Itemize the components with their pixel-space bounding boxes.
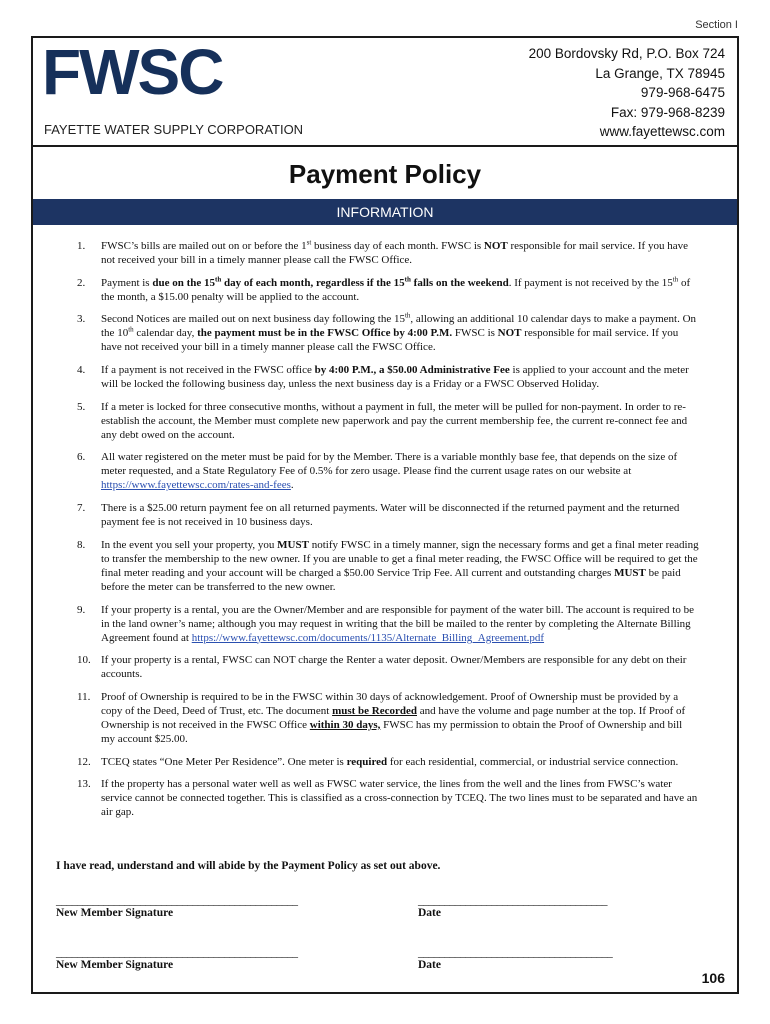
phone: 979-968-6475: [640, 85, 725, 100]
date-block: [418, 947, 612, 971]
section-banner: INFORMATION: [33, 199, 737, 225]
item-text: th: [404, 311, 411, 320]
policy-item: [33, 501, 737, 529]
item-text: is applied to your account and the meter will be locked the following business day, unless the next business day is a Friday or a FWSC Observed Holiday.: [101, 364, 689, 391]
item-text: FWSC is: [452, 327, 498, 340]
item-text: responsible for mail service. If you have not received your bill in a timely manner please call the FWSC Office.: [101, 240, 688, 266]
fwsc-logo: FWSC: [42, 36, 223, 108]
policy-item: [33, 690, 737, 746]
signature-label: New Member Signature: [56, 959, 174, 971]
item-text: , allowing an additional 10 calendar days to make a payment. On the 10: [101, 313, 697, 340]
item-text: th: [128, 325, 134, 334]
policy-item: [33, 777, 737, 819]
policy-item: [33, 312, 737, 354]
item-text: and have the volume and page number at the top. If Proof of Ownership is not received in the FWSC Office: [101, 704, 686, 731]
policy-item: [33, 400, 737, 442]
item-text: NOT: [497, 327, 522, 340]
document-frame: [31, 36, 739, 994]
item-text: be paid before the meter can be transferred to the new owner.: [101, 566, 681, 593]
item-text: TCEQ states “One Meter Per Residence”. One meter is: [101, 755, 347, 768]
policy-item: [33, 653, 737, 681]
item-text: by 4:00 P.M., a $50.00 Administrative Fee: [314, 364, 510, 377]
policy-link[interactable]: https://www.fayettewsc.com/rates-and-fees: [101, 479, 291, 492]
section-label: Section I: [695, 19, 738, 31]
item-text: th: [672, 275, 679, 284]
fax: Fax: 979-968-8239: [610, 104, 725, 120]
item-text: st: [306, 238, 312, 247]
item-number: 4.: [77, 364, 86, 377]
policy-item: [33, 239, 737, 267]
org-name: FAYETTE WATER SUPPLY CORPORATION: [44, 122, 304, 137]
acknowledgement-text: I have read, understand and will abide by the Payment Policy as set out above.: [56, 860, 441, 872]
item-text: within 30 days,: [309, 718, 381, 731]
date-line[interactable]: ____________________________________: [418, 895, 607, 907]
policy-item: [33, 538, 737, 594]
item-text: responsible for mail service. If you have not received your bill in a timely manner please call the FWSC Office.: [101, 327, 679, 354]
item-text: Proof of Ownership is required to be in the FWSC within 30 days of acknowledgement. Proof of Ownership must be provided by a copy of the Deed, Deed of Trust, etc. The document: [101, 690, 679, 717]
item-text: NOT: [483, 240, 508, 252]
page-number: 106: [701, 970, 725, 986]
policy-item: [33, 603, 737, 645]
header-divider: [33, 145, 737, 147]
item-text: th: [215, 275, 222, 284]
policy-item: [33, 276, 737, 304]
item-text: falls on the weekend: [410, 276, 509, 289]
item-text: FWSC has my permission to obtain the Proof of Ownership and bill my account $25.00.: [101, 718, 683, 745]
signature-line[interactable]: ______________________________________________: [56, 947, 298, 959]
policy-item: [33, 363, 737, 391]
item-text: for each residential, commercial, or industrial service connection.: [387, 755, 679, 768]
policy-item: [33, 755, 737, 769]
item-text: must be Recorded: [332, 704, 417, 717]
item-text: business day of each month. FWSC is: [311, 240, 484, 252]
signature-line[interactable]: ______________________________________________: [56, 895, 298, 907]
item-number: 12.: [77, 755, 91, 768]
item-text: calendar day,: [133, 327, 198, 340]
address-line: 200 Bordovsky Rd, P.O. Box 724: [528, 46, 725, 61]
signature-label: New Member Signature: [56, 907, 174, 919]
item-text: If the property has a personal water well as well as FWSC water service, the lines from the well and the lines from FWSC’s water service cannot be connected together. This is classified as a cross-connection by TCEQ. The two lines must to be separated and have an air gap.: [101, 778, 698, 819]
page-title: Payment Policy: [288, 159, 482, 189]
date-label: Date: [418, 959, 441, 971]
signature-block: [56, 947, 298, 971]
address-line: La Grange, TX 78945: [595, 65, 725, 81]
item-text: th: [404, 275, 411, 284]
policy-link[interactable]: https://www.fayettewsc.com/documents/1135/Alternate_Billing_Agreement.pdf: [191, 631, 545, 644]
item-text: Payment is: [101, 276, 153, 289]
item-number: 1.: [77, 240, 86, 252]
item-number: 10.: [77, 654, 91, 667]
date-block: [418, 895, 607, 919]
item-text: the payment must be in the FWSC Office by 4:00 P.M.: [197, 327, 453, 340]
item-text: In the event you sell your property, you: [101, 538, 278, 551]
item-text: There is a $25.00 return payment fee on all returned payments. Water will be disconnected if the returned payment and the returned payment fee is not received in 10 business days.: [101, 502, 680, 529]
item-text: day of each month, regardless if the 15: [221, 276, 405, 289]
item-text: If your property is a rental, you are the Owner/Member and are responsible for payment of the water bill. The account is required to be in the land owner’s name; although you may request in writing that the bill be mailed to the renter by completing the Alternate Billing Agreement found at: [101, 603, 694, 644]
item-text: If your property is a rental, FWSC can NOT charge the Renter a water deposit. Owner/Members are responsible for any debt on their accounts.: [101, 654, 687, 681]
item-number: 11.: [77, 690, 91, 703]
item-text: .: [290, 479, 294, 492]
item-text: required: [346, 755, 388, 768]
item-number: 2.: [77, 276, 86, 289]
item-text: All water registered on the meter must be paid for by the Member. There is a variable monthly base fee, that depends on the size of meter requested, and a State Regulatory Fee of 0.5% for zero usage. Please find the current usage rates on our website at: [101, 451, 678, 478]
item-text: of the month, a $15.00 penalty will be applied to the account.: [101, 276, 691, 303]
item-number: 5.: [77, 400, 86, 413]
item-number: 3.: [77, 313, 86, 326]
item-text: FWSC’s bills are mailed out on or before the 1: [101, 240, 307, 252]
date-line[interactable]: _____________________________________: [418, 947, 613, 959]
item-text: Second Notices are mailed out on next business day following the 15: [101, 313, 405, 326]
item-text: If a payment is not received in the FWSC office: [101, 364, 315, 377]
policy-item: [33, 450, 737, 492]
item-text: If a meter is locked for three consecutive months, without a payment in full, the meter will be pulled for non-payment. In order to re-establish the account, the Member must complete new paperwork and pay the current membership fee, the current re-connect fee and any debt owed on the account.: [101, 400, 688, 441]
address-block: [529, 44, 725, 142]
item-number: 9.: [77, 603, 86, 616]
item-number: 13.: [77, 778, 91, 791]
item-number: 8.: [77, 538, 86, 551]
item-text: . If payment is not received by the 15: [508, 276, 673, 289]
signature-block: [56, 895, 298, 919]
item-text: MUST: [277, 538, 309, 551]
item-number: 7.: [77, 502, 86, 515]
item-text: due on the 15: [152, 276, 215, 289]
website[interactable]: www.fayettewsc.com: [599, 124, 725, 139]
item-text: notify FWSC in a timely manner, sign the necessary forms and get a final meter reading to transfer the membership to the new owner. If you are unable to get a final meter reading, the FWSC Office will be required to get the final meter reading and your account will be charged a $50.00 Service Trip Fee. All current and outstanding charges: [101, 538, 699, 579]
date-label: Date: [418, 907, 441, 919]
policy-list: [33, 239, 737, 828]
item-number: 6.: [77, 451, 86, 464]
item-text: MUST: [614, 566, 646, 579]
